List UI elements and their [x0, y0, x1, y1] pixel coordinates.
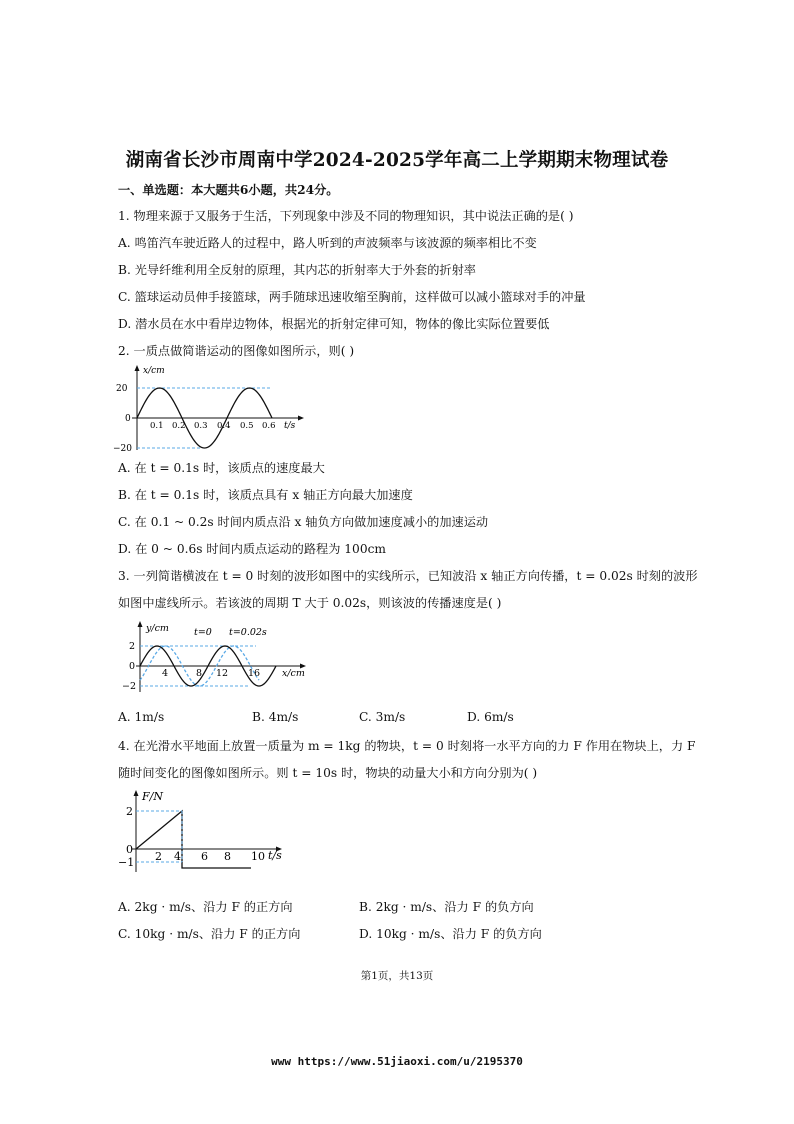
q4-force-line: [136, 811, 251, 868]
q3-solid-label: t=0: [194, 627, 212, 638]
q2-xtick: 0.2: [172, 421, 186, 431]
page-footer: 第1页，共13页: [360, 970, 434, 982]
q2-option-b: B. 在 t = 0.1s 时，该质点具有 x 轴正方向最大加速度: [118, 488, 413, 502]
q2-stem: 2. 一质点做简谐运动的图像如图所示，则( ): [118, 344, 355, 358]
q3-xtick: 4: [162, 668, 169, 679]
q3-option-d: D. 6m/s: [467, 710, 514, 724]
q3-option-c: C. 3m/s: [359, 710, 406, 724]
q3-option-b: B. 4m/s: [252, 710, 299, 724]
q2-ytick-bottom: −20: [113, 444, 132, 454]
section-heading: 一、单选题：本大题共6小题，共24分。: [118, 183, 339, 197]
q4-ytick-top: 2: [126, 805, 133, 818]
q4-stem-line2: 随时间变化的图像如图所示。则 t = 10s 时，物块的动量大小和方向分别为( ): [118, 766, 538, 780]
q4-graph: [112, 786, 302, 876]
q4-ylabel: F/N: [142, 790, 163, 803]
q4-xtick: 10: [251, 850, 265, 863]
q1-option-a: A. 鸣笛汽车驶近路人的过程中，路人听到的声波频率与该波源的频率相比不变: [118, 236, 537, 250]
q3-option-a: A. 1m/s: [118, 710, 165, 724]
q3-xlabel: x/cm: [282, 668, 305, 679]
watermark-url[interactable]: www https://www.51jiaoxi.com/u/2195370: [271, 1055, 523, 1068]
q4-ytick-bottom: −1: [118, 856, 135, 869]
q3-ylabel: y/cm: [146, 623, 169, 634]
exam-title: 湖南省长沙市周南中学2024-2025学年高二上学期期末物理试卷: [125, 150, 669, 171]
q3-xtick: 16: [248, 668, 261, 679]
q2-option-d: D. 在 0 ~ 0.6s 时间内质点运动的路程为 100cm: [118, 542, 386, 556]
q2-xtick: 0.4: [217, 421, 231, 431]
q4-option-b: B. 2kg · m/s、沿力 F 的负方向: [359, 900, 534, 914]
q4-xtick: 6: [201, 850, 208, 863]
q4-ytick-zero: 0: [126, 843, 133, 856]
q1-stem: 1. 物理来源于又服务于生活，下列现象中涉及不同的物理知识，其中说法正确的是( ): [118, 209, 574, 223]
q4-xtick: 4: [174, 850, 181, 863]
q2-xtick: 0.6: [262, 421, 276, 431]
q2-graph: [110, 362, 310, 454]
q3-graph: [116, 618, 316, 694]
q4-stem-line1: 4. 在光滑水平地面上放置一质量为 m = 1kg 的物块，t = 0 时刻将一水平方向的力 F 作用在物块上，力 F: [118, 739, 696, 753]
q4-y-arrow: [134, 790, 139, 796]
q2-ylabel: x/cm: [143, 366, 165, 376]
q4-xtick: 2: [155, 850, 162, 863]
q2-xtick: 0.1: [150, 421, 164, 431]
q3-ytick-zero: 0: [129, 661, 136, 672]
q4-graph-svg: [112, 786, 302, 876]
q3-ytick-bottom: −2: [122, 681, 137, 692]
q3-xtick: 8: [196, 668, 203, 679]
q1-option-c: C. 篮球运动员伸手接篮球，两手随球迅速收缩至胸前，这样做可以减小篮球对手的冲量: [118, 290, 586, 304]
q3-stem-line2: 如图中虚线所示。若该波的周期 T 大于 0.02s，则该波的传播速度是( ): [118, 596, 502, 610]
q2-xtick: 0.5: [240, 421, 254, 431]
q2-xtick: 0.3: [194, 421, 208, 431]
q4-option-c: C. 10kg · m/s、沿力 F 的正方向: [118, 927, 301, 941]
q4-xlabel: t/s: [268, 849, 282, 862]
q2-graph-svg: [110, 362, 310, 454]
q2-option-a: A. 在 t = 0.1s 时，该质点的速度最大: [118, 461, 325, 475]
q3-dashed-label: t=0.02s: [229, 627, 267, 638]
q2-y-arrow: [135, 365, 140, 371]
q3-xtick: 12: [216, 668, 229, 679]
q3-graph-svg: [116, 618, 316, 694]
q1-option-b: B. 光导纤维利用全反射的原理，其内芯的折射率大于外套的折射率: [118, 263, 476, 277]
q2-x-arrow: [298, 416, 304, 421]
q3-stem-line1: 3. 一列简谐横波在 t = 0 时刻的波形如图中的实线所示，已知波沿 x 轴正方向传播，t = 0.02s 时刻的波形: [118, 569, 698, 583]
q4-option-a: A. 2kg · m/s、沿力 F 的正方向: [118, 900, 293, 914]
q1-option-d: D. 潜水员在水中看岸边物体，根据光的折射定律可知，物体的像比实际位置要低: [118, 317, 550, 331]
q4-xtick: 8: [224, 850, 231, 863]
q2-option-c: C. 在 0.1 ~ 0.2s 时间内质点沿 x 轴负方向做加速度减小的加速运动: [118, 515, 489, 529]
q3-y-arrow: [138, 621, 143, 627]
q3-ytick-top: 2: [129, 641, 136, 652]
q4-option-d: D. 10kg · m/s、沿力 F 的负方向: [359, 927, 542, 941]
q2-ytick-zero: 0: [125, 414, 131, 424]
q2-xlabel: t/s: [284, 421, 296, 431]
q2-ytick-top: 20: [116, 384, 128, 394]
